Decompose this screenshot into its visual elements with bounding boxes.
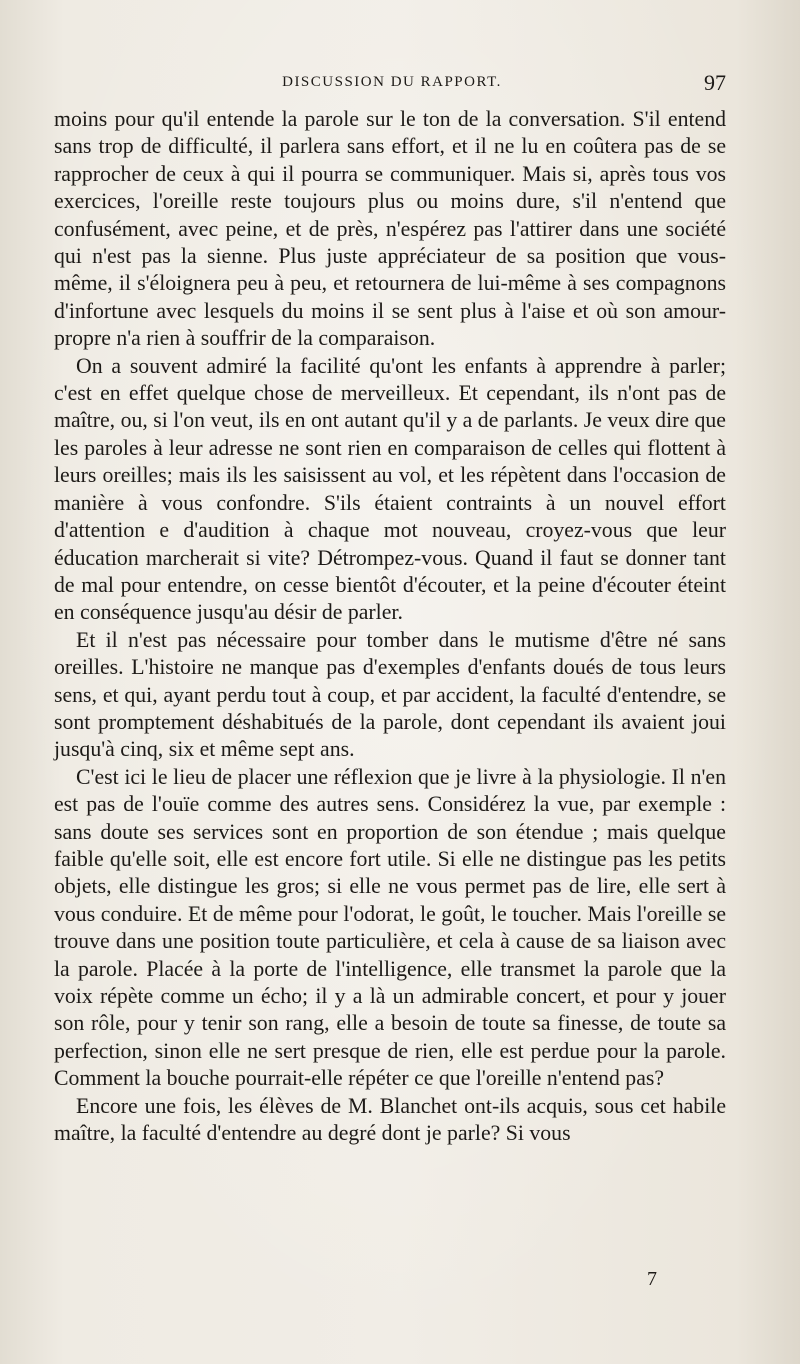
- page-header: [56, 70, 728, 96]
- paragraph: Encore une fois, les élèves de M. Blanchet ont-ils acquis, sous cet habile maître, la faculté d'entendre au degré dont je parle? Si vous: [54, 1093, 726, 1146]
- running-title: DISCUSSION DU RAPPORT.: [282, 74, 502, 90]
- body-text: [54, 106, 726, 1147]
- paragraph: moins pour qu'il entende la parole sur le ton de la conversation. S'il entend sans trop de difficulté, il parlera sans effort, et il ne lu en coûtera pas de se rapprocher de ceux à qui il pourra se communiquer. Mais si, après tous vos exercices, l'oreille reste toujours plus ou moins dure, s'il n'entend que confusément, avec peine, et de près, n'espérez pas l'attirer dans une société qui n'est pas la sienne. Plus juste appréciateur de sa position que vous-même, il s'éloignera peu à peu, et retournera de lui-même à ses compagnons d'infortune avec lesquels du moins il se sent plus à l'aise et où son amour-propre n'a rien à souffrir de la comparaison.: [54, 107, 726, 351]
- page-number: 97: [704, 70, 726, 95]
- paragraph: On a souvent admiré la facilité qu'ont les enfants à apprendre à parler; c'est en effet quelque chose de merveilleux. Et cependant, ils n'ont pas de maître, ou, si l'on veut, ils en ont autant qu'il y a de parlants. Je veux dire que les paroles à leur adresse ne sont rien en comparaison de celles qui flottent à leurs oreilles; mais ils les saisissent au vol, et les répètent dans l'occasion de manière à vous confondre. S'ils étaient contraints à un nouvel effort d'attention e d'audition à chaque mot nouveau, croyez-vous que leur éducation marcherait si vite? Détrompez-vous. Quand il faut se donner tant de mal pour entendre, on cesse bientôt d'écouter, et la peine d'écouter éteint en conséquence jusqu'au désir de parler.: [54, 353, 726, 625]
- paragraph: Et il n'est pas nécessaire pour tomber dans le mutisme d'être né sans oreilles. L'histoire ne manque pas d'exemples d'enfants doués de tous leurs sens, et qui, ayant perdu tout à coup, et par accident, la faculté d'entendre, se sont promptement déshabitués de la parole, dont cependant ils avaient joui jusqu'à cinq, six et même sept ans.: [54, 627, 726, 762]
- signature-mark: 7: [647, 1268, 657, 1290]
- paragraph: C'est ici le lieu de placer une réflexion que je livre à la physiologie. Il n'en est pas de l'ouïe comme des autres sens. Considérez la vue, par exemple : sans doute ses services sont en proportion de son étendue ; mais quelque faible qu'elle soit, elle est encore fort utile. Si elle ne distingue pas les petits objets, elle distingue les gros; si elle ne vous permet pas de lire, elle sert à vous conduire. Et de même pour l'odorat, le goût, le toucher. Mais l'oreille se trouve dans une position toute particulière, et cela à cause de sa liaison avec la parole. Placée à la porte de l'intelligence, elle transmet la parole que la voix répète comme un écho; il y a là un admirable concert, et pour y jouer son rôle, pour y tenir son rang, elle a besoin de toute sa finesse, de toute sa perfection, sinon elle ne sert presque de rien, elle est perdue pour la parole. Comment la bouche pourrait-elle répéter ce que l'oreille n'entend pas?: [54, 764, 726, 1091]
